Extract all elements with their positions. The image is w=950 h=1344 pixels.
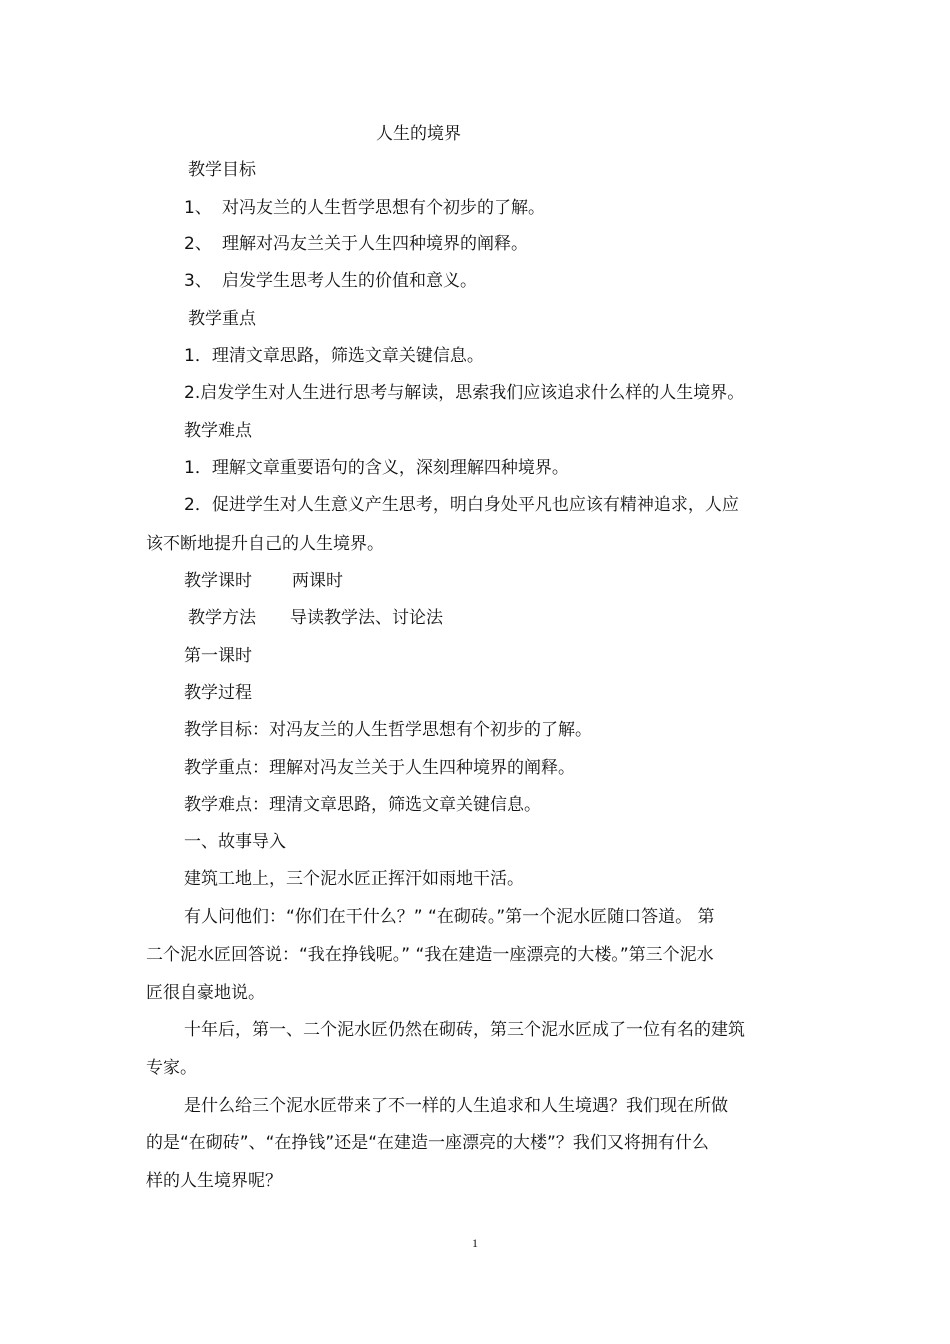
- paragraph-line: 二个泥水匠回答说：“我在挣钱呢。” “我在建造一座漂亮的大楼。”第三个泥水: [146, 945, 714, 965]
- paragraph-line: 专家。: [146, 1058, 197, 1078]
- paragraph: 建筑工地上，三个泥水匠正挥汗如雨地干活。: [184, 869, 524, 889]
- goal-number: 3、: [184, 271, 212, 291]
- goals-heading: 教学目标: [188, 160, 256, 180]
- paragraph-line: 是什么给三个泥水匠带来了不一样的人生追求和人生境遇？我们现在所做: [184, 1096, 728, 1116]
- difficulty-heading: 教学难点: [184, 421, 252, 441]
- hours-value: 两课时: [292, 571, 343, 591]
- document-title: 人生的境界: [376, 124, 461, 144]
- lesson-heading: 第一课时: [184, 646, 252, 666]
- difficulty-item: 1．理解文章重要语句的含义，深刻理解四种境界。: [184, 458, 569, 478]
- paragraph-line: 样的人生境界呢？: [146, 1171, 282, 1191]
- goal-item: [184, 271, 854, 291]
- paragraph-line: 十年后，第一、二个泥水匠仍然在砌砖，第三个泥水匠成了一位有名的建筑: [184, 1020, 745, 1040]
- method-value: 导读教学法、讨论法: [290, 608, 443, 628]
- method-row: [188, 608, 858, 628]
- hours-label: 教学课时: [184, 571, 252, 591]
- difficulty-item: 2．促进学生对人生意义产生思考，明白身处平凡也应该有精神追求，人应: [184, 495, 739, 515]
- lesson-goal: 教学目标：对冯友兰的人生哲学思想有个初步的了解。: [184, 720, 592, 740]
- difficulty-item-continued: 该不断地提升自己的人生境界。: [146, 534, 384, 554]
- paragraph-line: 匠很自豪地说。: [146, 983, 265, 1003]
- goal-number: 2、: [184, 234, 212, 254]
- page-number: 1: [472, 1236, 478, 1250]
- goal-text: 对冯友兰的人生哲学思想有个初步的了解。: [222, 198, 545, 218]
- focus-heading: 教学重点: [188, 309, 256, 329]
- paragraph-line: 的是“在砌砖”、“在挣钱”还是“在建造一座漂亮的大楼”？我们又将拥有什么: [146, 1133, 709, 1153]
- hours-row: [184, 571, 854, 591]
- paragraph-line: 有人问他们：“你们在干什么？” “在砌砖。”第一个泥水匠随口答道。 第: [184, 907, 715, 927]
- method-label: 教学方法: [188, 608, 256, 628]
- focus-item: 1．理清文章思路，筛选文章关键信息。: [184, 346, 484, 366]
- goal-text: 启发学生思考人生的价值和意义。: [222, 271, 477, 291]
- focus-item: 2.启发学生对人生进行思考与解读，思索我们应该追求什么样的人生境界。: [184, 383, 745, 403]
- goal-item: [184, 234, 854, 254]
- lesson-difficulty: 教学难点：理清文章思路，筛选文章关键信息。: [184, 795, 541, 815]
- lesson-focus: 教学重点：理解对冯友兰关于人生四种境界的阐释。: [184, 758, 575, 778]
- goal-item: [184, 198, 854, 218]
- goal-number: 1、: [184, 198, 212, 218]
- section-heading: 一、故事导入: [184, 832, 286, 852]
- process-heading: 教学过程: [184, 683, 252, 703]
- goal-text: 理解对冯友兰关于人生四种境界的阐释。: [222, 234, 528, 254]
